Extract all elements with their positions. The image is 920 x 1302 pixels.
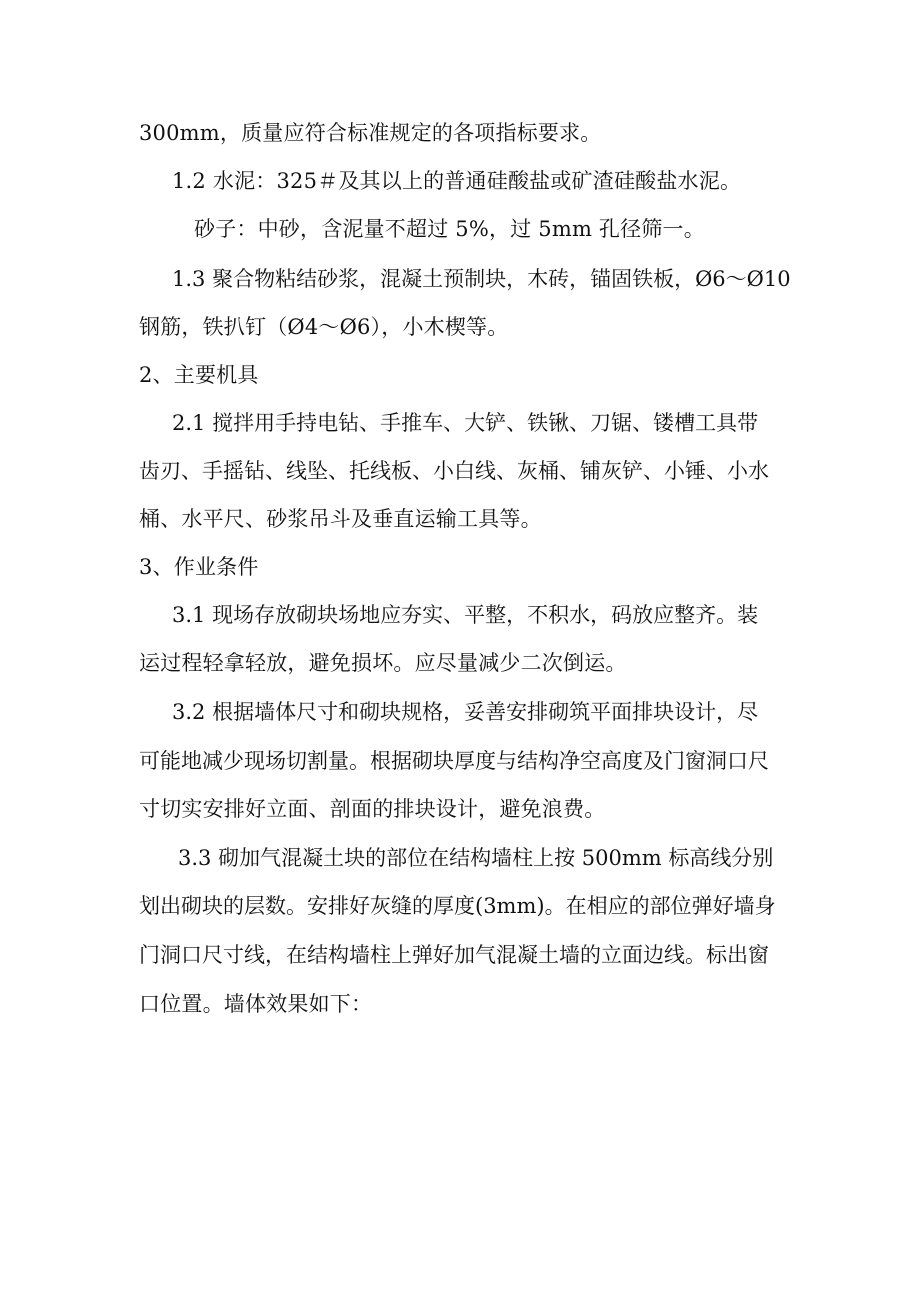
text-line: 钢筋，铁扒钉（Ø4～Ø6），小木楔等。: [139, 315, 509, 339]
text-line: 3.1 现场存放砌块场地应夯实、平整，不积水，码放应整齐。装: [172, 603, 759, 627]
text-line: 2.1 搅拌用手持电钻、手推车、大铲、铁锹、刀锯、镂槽工具带: [172, 411, 759, 435]
text-line: 运过程轻拿轻放，避免损坏。应尽量减少二次倒运。: [139, 651, 627, 675]
text-line: 划出砌块的层数。安排好灰缝的厚度(3mm)。在相应的部位弹好墙身: [139, 894, 776, 918]
text-line: 寸切实安排好立面、剖面的排块设计，避免浪费。: [139, 797, 606, 821]
text-line: 口位置。墙体效果如下：: [139, 992, 373, 1016]
text-line: 3.3 砌加气混凝土块的部位在结构墙柱上按 500mm 标高线分别: [178, 846, 774, 870]
text-line: 300mm，质量应符合标准规定的各项指标要求。: [139, 121, 602, 145]
text-line: 桶、水平尺、砂浆吊斗及垂直运输工具等。: [139, 507, 542, 531]
section-heading: 3、作业条件: [139, 555, 259, 579]
text-line: 砂子：中砂，含泥量不超过 5%，过 5mm 孔径筛一。: [194, 217, 705, 241]
text-line: 1.2 水泥：325＃及其以上的普通硅酸盐或矿渣硅酸盐水泥。: [172, 169, 742, 193]
section-heading: 2、主要机具: [139, 363, 259, 387]
text-line: 1.3 聚合物粘结砂浆，混凝土预制块，木砖，锚固铁板，Ø6～Ø10: [172, 267, 791, 291]
text-line: 可能地减少现场切割量。根据砌块厚度与结构净空高度及门窗洞口尺: [139, 749, 769, 773]
text-line: 齿刃、手摇钻、线坠、托线板、小白线、灰桶、铺灰铲、小锤、小水: [139, 459, 769, 483]
text-line: 门洞口尺寸线，在结构墙柱上弹好加气混凝土墙的立面边线。标出窗: [139, 943, 769, 967]
text-line: 3.2 根据墙体尺寸和砌块规格，妥善安排砌筑平面排块设计，尽: [172, 700, 759, 724]
